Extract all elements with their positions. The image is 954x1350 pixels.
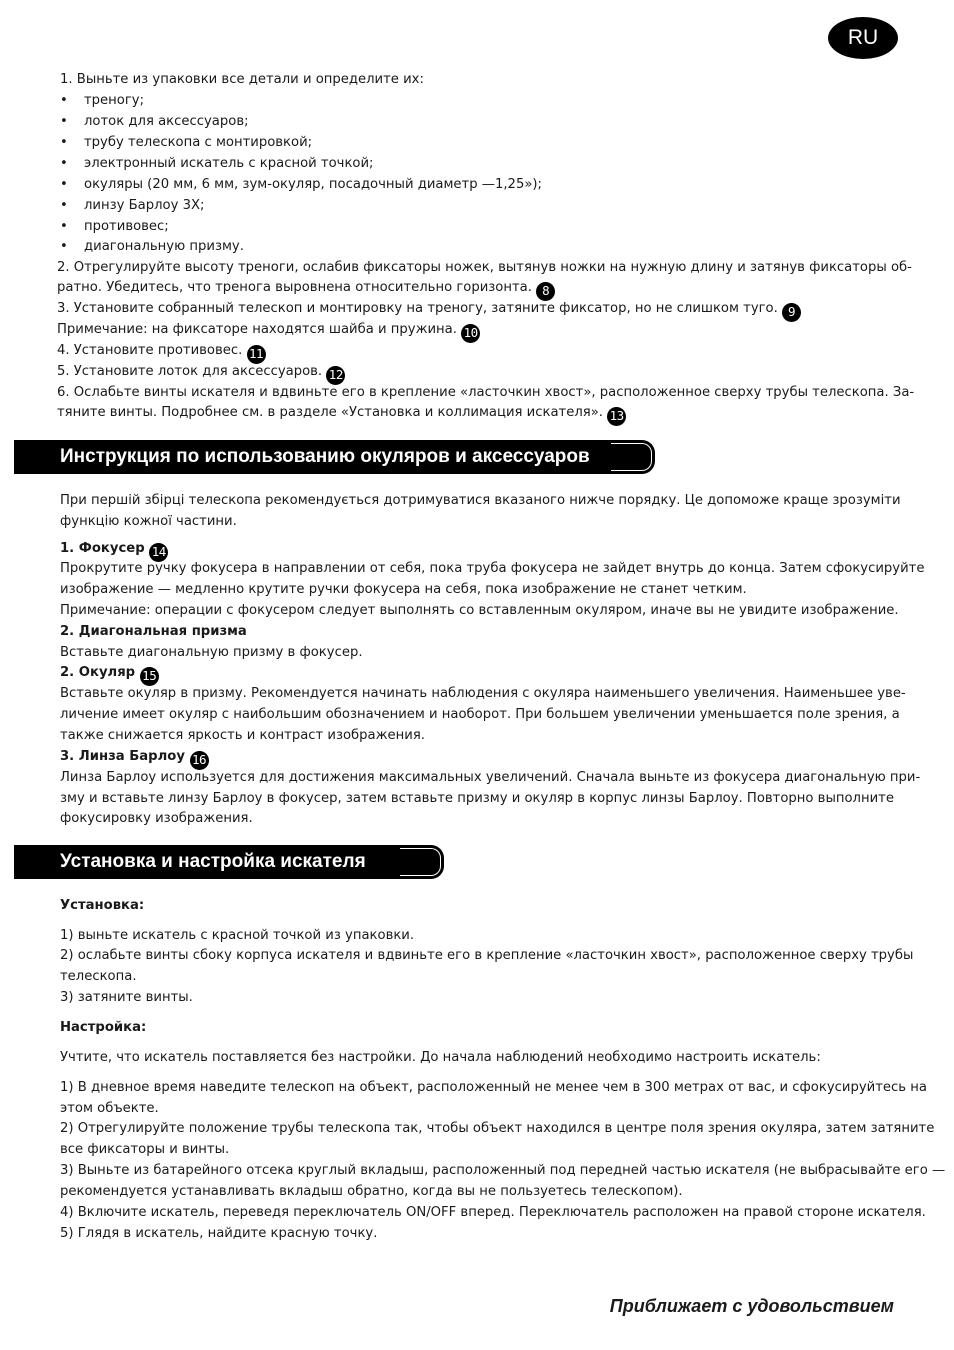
figure-ref-10: 10 xyxy=(461,324,480,343)
focuser-text-1: Прокрутите ручку фокусера в направлении от себя, пока труба фокусера не зайдет внутрь до конца. Затем сфокусируйте xyxy=(60,561,925,576)
focuser-note: Примечание: операции с фокусером следует выполнять со вставленным окуляром, иначе вы не увидите изображение. xyxy=(60,603,899,618)
install-step-2-line-2: телескопа. xyxy=(60,969,137,984)
figure-ref-12: 12 xyxy=(326,366,345,385)
setup-step-2-line-2: все фиксаторы и винты. xyxy=(60,1142,230,1157)
barlow-heading: 3. Линза Барлоу 16 xyxy=(60,748,209,770)
step-2-line-2: ратно. Убедитесь, что тренога выровнена относительно горизонта. 8 xyxy=(57,279,555,301)
figure-ref-9: 9 xyxy=(782,303,801,322)
setup-step-2-line-1: 2) Отрегулируйте положение трубы телескопа так, чтобы объект находился в центре поля зрения окуляра, затем затяните xyxy=(60,1121,935,1136)
section-title: Установка и настройка искателя xyxy=(60,851,366,872)
step-6-line-1: 6. Ослабьте винты искателя и вдвиньте его в крепление «ласточкин хвост», расположенное сверху трубы телескопа. За- xyxy=(57,385,915,400)
prism-heading: 2. Диагональная призма xyxy=(60,624,247,639)
note-1: Примечание: на фиксаторе находятся шайба и пружина. 10 xyxy=(57,321,480,343)
figure-ref-16: 16 xyxy=(190,751,209,770)
prism-text: Вставьте диагональную призму в фокусер. xyxy=(60,645,363,660)
barlow-text-3: фокусировку изображения. xyxy=(60,811,253,826)
bullet: • xyxy=(60,114,68,129)
setup-step-1-line-1: 1) В дневное время наведите телескоп на объект, расположенный не менее чем в 300 метрах от вас, и сфокусируйтесь на xyxy=(60,1080,927,1095)
bullet: • xyxy=(60,239,68,254)
language-badge xyxy=(828,17,898,59)
step-4: 4. Установите противовес. 11 xyxy=(57,342,266,364)
barlow-text-1: Линза Барлоу используется для достижения максимальных увеличений. Сначала выньте из фокусера диагональную при- xyxy=(60,770,921,785)
setup-step-1-line-2: этом объекте. xyxy=(60,1101,159,1116)
section-header-eyepieces xyxy=(14,440,655,474)
setup-step-5: 5) Глядя в искатель, найдите красную точку. xyxy=(60,1226,378,1241)
install-step-2-line-1: 2) ослабьте винты сбоку корпуса искателя и вдвиньте его в крепление «ласточкин хвост», расположенное сверху трубы xyxy=(60,948,914,963)
eyepiece-text-1: Вставьте окуляр в призму. Рекомендуется начинать наблюдения с окуляра наименьшего увеличения. Наименьшее уве- xyxy=(60,686,906,701)
bullet: • xyxy=(60,156,68,171)
setup-heading: Настройка: xyxy=(60,1020,147,1035)
step-5: 5. Установите лоток для аксессуаров. 12 xyxy=(57,363,345,385)
figure-ref-14: 14 xyxy=(149,543,168,562)
intro-line-1: При першій збірці телескопа рекомендується дотримуватися вказаного нижче порядку. Це допоможе краще зрозуміти xyxy=(60,493,901,508)
install-step-1: 1) выньте искатель с красной точкой из упаковки. xyxy=(60,928,415,943)
intro-line-2: функцію кожної частини. xyxy=(60,514,237,529)
section-title: Инструкция по использованию окуляров и аксессуаров xyxy=(60,446,590,467)
footer-slogan: Приближает с удовольствием xyxy=(609,1296,894,1316)
install-heading: Установка: xyxy=(60,898,145,913)
install-step-3: 3) затяните винты. xyxy=(60,990,193,1005)
language-code: RU xyxy=(847,26,879,49)
figure-ref-11: 11 xyxy=(247,345,266,364)
bullet: • xyxy=(60,93,68,108)
setup-step-3-line-1: 3) Выньте из батарейного отсека круглый вкладыш, расположенный под передней частью искателя (не выбрасывайте его — xyxy=(60,1163,946,1178)
bullet: • xyxy=(60,198,68,213)
barlow-text-2: зму и вставьте линзу Барлоу в фокусер, затем вставьте призму и окуляр в корпус линзы Барлоу. Повторно выполните xyxy=(60,791,894,806)
eyepiece-text-2: личение имеет окуляр с наибольшим обозначением и наоборот. При большем увеличении уменьшается поле зрения, а xyxy=(60,707,900,722)
figure-ref-13: 13 xyxy=(607,407,626,426)
bullet: • xyxy=(60,177,68,192)
section-header-finder xyxy=(14,845,444,879)
bullet: • xyxy=(60,135,68,150)
setup-intro: Учтите, что искатель поставляется без настройки. До начала наблюдений необходимо настроить искатель: xyxy=(60,1050,821,1065)
eyepiece-text-3: также снижается яркость и контраст изображения. xyxy=(60,728,425,743)
setup-step-3-line-2: рекомендуется устанавливать вкладыш обратно, когда вы не пользуетесь телескопом). xyxy=(60,1184,683,1199)
figure-ref-8: 8 xyxy=(536,282,555,301)
figure-ref-15: 15 xyxy=(140,667,159,686)
step-6-line-2: тяните винты. Подробнее см. в разделе «Установка и коллимация искателя». 13 xyxy=(57,404,626,426)
step-3: 3. Установите собранный телескоп и монтировку на треногу, затяните фиксатор, но не слишком туго. 9 xyxy=(57,300,801,322)
focuser-text-2: изображение — медленно крутите ручки фокусера на себя, пока изображение не станет четким. xyxy=(60,582,747,597)
bullet: • xyxy=(60,219,68,234)
step-1: 1. Выньте из упаковки все детали и определите их: xyxy=(60,72,424,87)
focuser-heading: 1. Фокусер 14 xyxy=(60,540,168,562)
step-2-line-1: 2. Отрегулируйте высоту треноги, ослабив фиксаторы ножек, вытянув ножки на нужную длину и затянув фиксаторы об- xyxy=(57,260,912,275)
eyepiece-heading: 2. Окуляр 15 xyxy=(60,664,159,686)
setup-step-4: 4) Включите искатель, переведя переключатель ON/OFF вперед. Переключатель расположен на правой стороне искателя. xyxy=(60,1205,926,1220)
